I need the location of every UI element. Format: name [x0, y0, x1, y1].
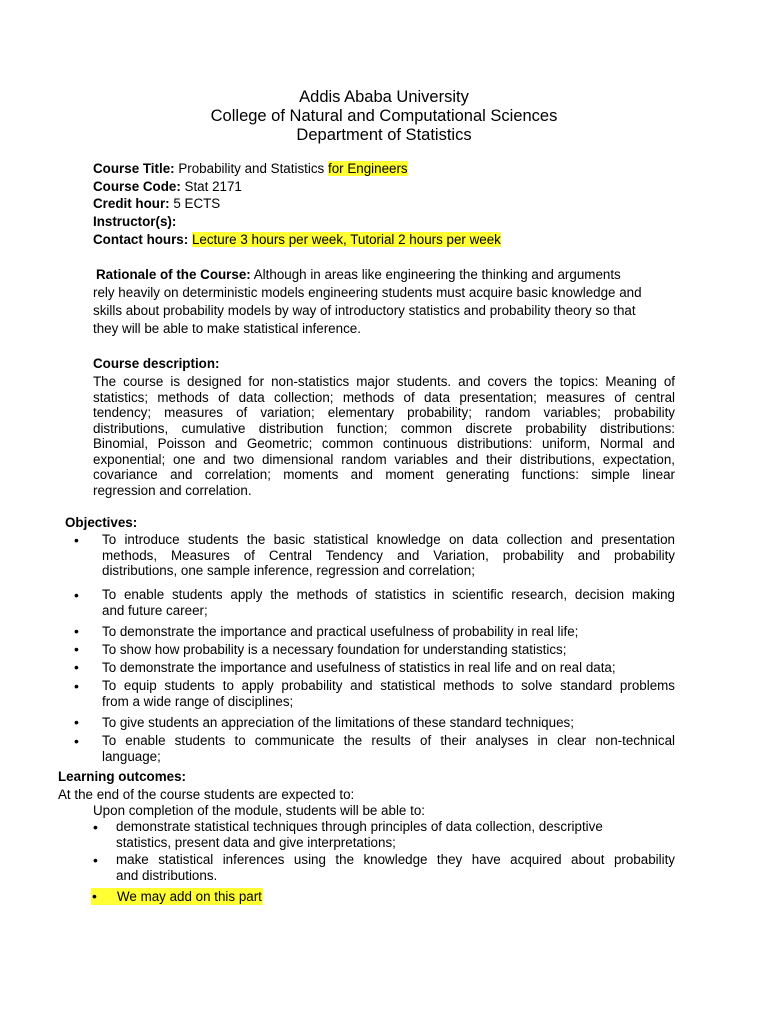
rationale-line-4: they will be able to make statistical inference.	[93, 321, 361, 336]
instructor-label: Instructor(s):	[93, 214, 177, 229]
objective-item-6: To equip students to apply probability and statistical methods to solve standard problems from a wide range of disciplines;	[102, 678, 675, 709]
objective-item-8: To enable students to communicate the results of their analyses in clear non-technical language;	[102, 733, 675, 764]
course-title-line	[93, 160, 408, 177]
description-line-7: covariance and correlation; moments and moment generating functions: simple linear	[93, 467, 675, 482]
college-name: College of Natural and Computational Sciences	[210, 107, 558, 125]
bullet-icon: •	[74, 641, 79, 657]
rationale-label: Rationale of the Course:	[96, 267, 251, 282]
contact-hours-value: Lecture 3 hours per week, Tutorial 2 hours per week	[191, 232, 501, 247]
bullet-icon: •	[74, 623, 79, 639]
objective-item-3: To demonstrate the importance and practical usefulness of probability in real life;	[102, 624, 579, 639]
contact-hours-label: Contact hours:	[93, 232, 189, 247]
university-name: Addis Ababa University	[299, 88, 469, 106]
objective-item-1: To introduce students the basic statistical knowledge on data collection and presentation methods, Measures of Central Tendency and Variation, probability and probability distributions, one sample inference, regression and correlation;	[102, 532, 675, 578]
description-line-6: exponential; one and two dimensional random variables and their distributions, expectation,	[93, 451, 675, 467]
course-title-highlight: for Engineers	[327, 161, 408, 176]
course-code-value: Stat 2171	[184, 179, 242, 194]
learning-highlight-item: • We may add on this part	[92, 888, 262, 904]
credit-hour-value: 5 ECTS	[173, 196, 221, 211]
description-body	[93, 374, 675, 498]
rationale-line-1	[96, 266, 621, 283]
department-name: Department of Statistics	[296, 126, 472, 144]
bullet-icon: •	[74, 587, 79, 603]
objectives-heading: Objectives:	[65, 515, 138, 530]
bullet-icon: •	[74, 714, 79, 730]
learning-intro: At the end of the course students are expected to:	[58, 787, 355, 802]
rationale-line-3: skills about probability models by way of introductory statistics and probability theory so that	[93, 303, 636, 318]
bullet-icon: •	[74, 532, 79, 548]
rationale-line-2: rely heavily on deterministic models engineering students must acquire basic knowledge and	[93, 285, 642, 300]
course-title-label: Course Title:	[93, 161, 175, 176]
objective-item-5: To demonstrate the importance and usefulness of statistics in real life and on real data;	[102, 660, 616, 675]
bullet-icon: •	[74, 678, 79, 694]
description-line-5: Binomial, Poisson and Geometric; common continuous distributions: uniform, Normal and	[93, 436, 675, 451]
learning-outcomes-heading: Learning outcomes:	[58, 769, 186, 784]
objective-item-2: To enable students apply the methods of statistics in scientific research, decision making and future career;	[102, 587, 675, 618]
description-heading: Course description:	[93, 356, 220, 371]
course-title-value: Probability and Statistics	[178, 161, 325, 176]
objective-item-7: To give students an appreciation of the limitations of these standard techniques;	[102, 715, 574, 730]
instructor-line	[93, 213, 176, 230]
description-line-2: statistics; methods of data collection; methods of data presentation; measures of central	[93, 389, 675, 405]
bullet-icon: •	[93, 819, 98, 835]
course-code-line	[93, 178, 242, 195]
learning-sub-intro: Upon completion of the module, students will be able to:	[93, 803, 425, 818]
description-line-3: tendency; measures of variation; elementary probability; random variables; probability	[93, 405, 675, 420]
learning-item-2: make statistical inferences using the knowledge they have acquired about probability and distributions.	[116, 852, 675, 883]
objective-item-4: To show how probability is a necessary foundation for understanding statistics;	[102, 642, 567, 657]
bullet-icon: •	[92, 888, 97, 904]
course-code-label: Course Code:	[93, 179, 181, 194]
description-line-8: regression and correlation.	[93, 482, 252, 498]
contact-hours-line	[93, 231, 501, 248]
bullet-icon: •	[93, 852, 98, 868]
credit-hour-label: Credit hour:	[93, 196, 170, 211]
bullet-icon: •	[74, 659, 79, 675]
bullet-icon: •	[74, 733, 79, 749]
rationale-text: Although in areas like engineering the thinking and arguments	[253, 267, 621, 282]
credit-hour-line	[93, 195, 220, 212]
learning-item-1: demonstrate statistical techniques through principles of data collection, descriptive statistics, present data and give interpretations;	[116, 819, 603, 850]
description-line-4: distributions, cumulative distribution function; common discrete probability distributions:	[93, 420, 675, 436]
description-line-1: The course is designed for non-statistics major students. and covers the topics: Meaning of	[93, 374, 675, 389]
